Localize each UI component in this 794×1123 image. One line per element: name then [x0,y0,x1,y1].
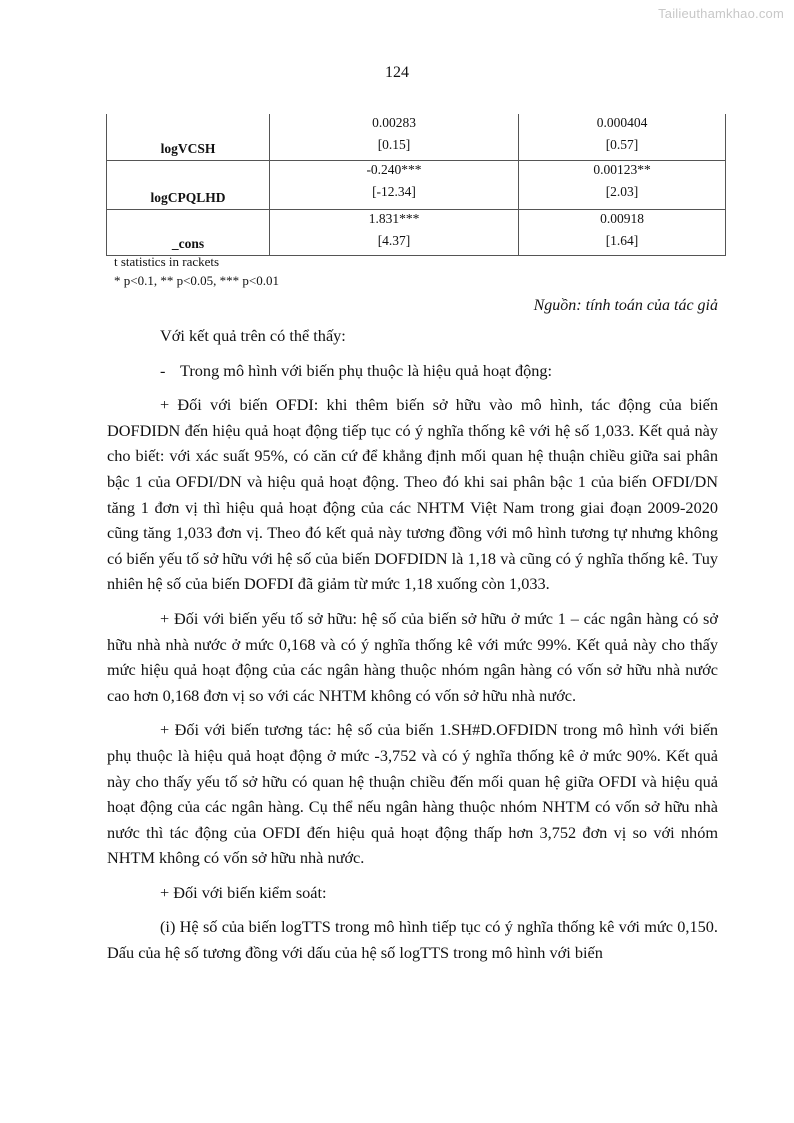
t-statistic: [2.03] [605,184,639,199]
ofdi-paragraph: + Đối với biến OFDI: khi thêm biến sở hữu vào mô hình, tác động của biến DOFDIDN đến hiệu quả hoạt động tiếp tục có ý nghĩa thống kê với hệ số 1,033. Kết quả này cho biết: với xác suất 95%, có căn cứ để khẳng định mối quan hệ thuận chiều giữa sai phân bậc 1 của OFDI/DN và hiệu quả hoạt động. Theo đó khi sai phân bậc 1 của biến OFDI/DN tăng 1 đơn vị thì hiệu quả hoạt động của các NHTM Việt Nam trong giai đoạn 2009-2020 cũng tăng 1,033 đơn vị. Theo đó kết quả này tương đồng với mô hình tương tự nhưng không có biến yếu tố sở hữu với hệ số của biến DOFDIDN là 1,18 và cũng có ý nghĩa thống kê. Tuy nhiên hệ số của biến DOFDI đã giảm từ mức 1,18 xuống còn 1,033. [107,395,718,594]
ownership-paragraph: + Đối với biến yếu tố sở hữu: hệ số của biến sở hữu ở mức 1 – các ngân hàng có sở hữu nhà nhà nước ở mức 0,168 và có ý nghĩa thống kê với mức 99%. Kết quả này cho thấy mức hiệu quả hoạt động của các ngân hàng thuộc nhóm ngân hàng có vốn sở hữu nhà nước cao hơn 0,168 đơn vị so với các NHTM không có vốn sở hữu nhà nước. [107,608,718,705]
dash-item-text: Trong mô hình với biến phụ thuộc là hiệu quả hoạt động: [180,360,553,380]
variable-name: _cons [107,210,270,256]
control-item-i: (i) Hệ số của biến logTTS trong mô hình tiếp tục có ý nghĩa thống kê với mức 0,150. Dấu của hệ số tương đồng với dấu của hệ số logTTS trong mô hình với biến [107,917,718,963]
interaction-paragraph: + Đối với biến tương tác: hệ số của biến 1.SH#D.OFDIDN trong mô hình với biến phụ thuộc là hiệu quả hoạt động ở mức -3,752 và có ý nghĩa thống kê ở mức 90%. Kết quả này cho thấy yếu tố sở hữu có quan hệ thuận chiều đến mối quan hệ giữa OFDI và hiệu quả hoạt động của các ngân hàng. Cụ thể nếu ngân hàng thuộc nhóm NHTM có vốn sở hữu nhà nước thì tác động của OFDI đến hiệu quả hoạt động thấp hơn 3,752 đơn vị so với nhóm NHTM không có vốn sở hữu nhà nước. [107,720,718,868]
model-1-cell [270,161,519,210]
dash-marker: - [160,360,166,380]
source-caption: Nguồn: tính toán của tác giả [533,297,718,314]
body-text [107,323,718,975]
coefficient: 0.00283 [372,115,416,130]
page-number: 124 [385,64,409,81]
dash-list-item [107,358,718,384]
control-heading: + Đối với biến kiểm soát: [160,882,327,902]
table-row [107,210,726,256]
coefficient: 0.00918 [600,211,644,226]
model-2-cell [519,161,726,210]
t-statistic: [0.57] [605,137,639,152]
t-statistic: [-12.34] [372,184,416,199]
model-2-cell [519,114,726,161]
watermark: Tailieuthamkhao.com [658,6,784,21]
regression-table [106,114,726,256]
coefficient: -0.240*** [366,162,422,177]
t-statistic: [0.15] [377,137,411,152]
table-row [107,114,726,161]
model-1-cell [270,114,519,161]
variable-name: logVCSH [107,114,270,161]
intro-paragraph: Với kết quả trên có thể thấy: [160,326,346,345]
significance-note: * p<0.1, ** p<0.05, *** p<0.01 [114,273,279,288]
model-1-cell [270,210,519,256]
coefficient: 1.831*** [368,211,420,226]
table-row [107,161,726,210]
t-statistic: [1.64] [605,233,639,248]
coefficient: 0.00123** [593,162,651,177]
model-2-cell [519,210,726,256]
coefficient: 0.000404 [596,115,648,130]
table-notes [114,252,279,290]
t-stat-note: t statistics in rackets [114,254,220,269]
t-statistic: [4.37] [377,233,411,248]
variable-name: logCPQLHD [107,161,270,210]
